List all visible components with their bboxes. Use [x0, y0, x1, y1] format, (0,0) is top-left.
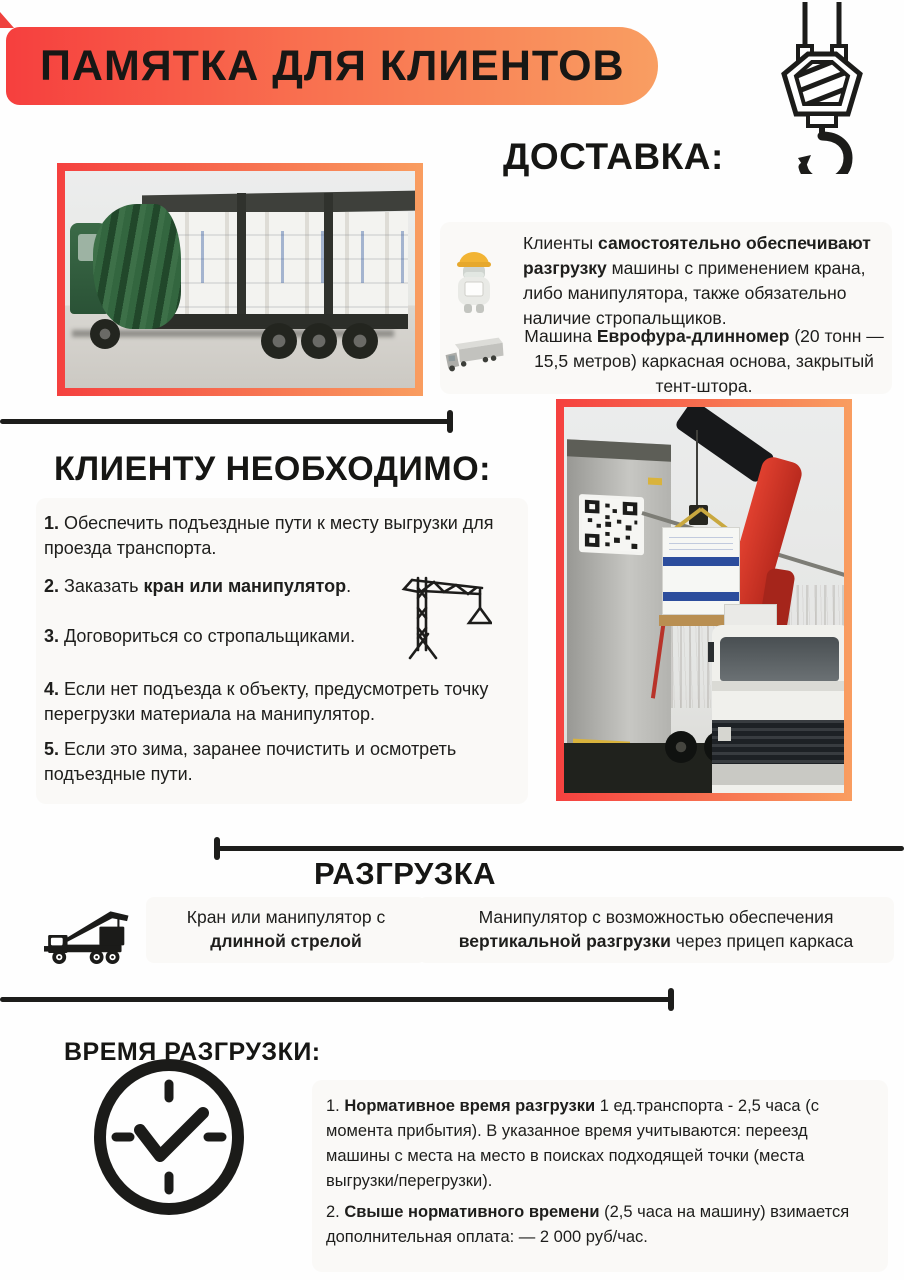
need-item-1: 1. Обеспечить подъездные пути к месту выгрузки для проезда транспорта.	[44, 513, 494, 559]
trailer-post	[237, 193, 246, 317]
need-item-3: 3. Договориться со стропальщиками.	[44, 626, 356, 646]
cargo-boxes	[149, 212, 408, 316]
header-banner	[6, 27, 658, 105]
time-paragraph-1: 1. Нормативное время разгрузки 1 ед.транспорта - 2,5 часа (с момента прибытия). В указанное время учитываются: переезд машины с места на место в поисках подходящей точки (места выгрузки/перегрузки).	[326, 1097, 819, 1191]
green-tarp	[93, 204, 181, 330]
package-stripe	[663, 592, 739, 601]
trailer-wheel	[301, 323, 337, 359]
time-heading: ВРЕМЯ РАЗГРУЗКИ:	[64, 1038, 321, 1066]
unloading-right-text: Манипулятор с возможностью обеспечения вертикальной разгрузки через прицеп каркаса	[458, 907, 854, 951]
tower-crane-icon	[392, 558, 492, 663]
client-needs-heading: КЛИЕНТУ НЕОБХОДИМО:	[54, 450, 491, 488]
cab-windshield	[720, 637, 838, 681]
unloading-left-text: Кран или манипулятор с длинной стрелой	[186, 907, 386, 951]
crane-photo	[556, 399, 852, 801]
trailer-wheel	[342, 323, 378, 359]
divider-cap	[668, 988, 674, 1011]
euro-truck-icon	[441, 332, 507, 376]
truck-photo	[57, 163, 423, 396]
unloading-heading: РАЗГРУЗКА	[313, 856, 497, 891]
package-label	[669, 532, 733, 551]
clock-icon	[88, 1056, 250, 1218]
crane-hook-icon	[772, 2, 872, 174]
divider-cap	[214, 837, 220, 860]
hanging-package	[662, 527, 740, 616]
crane-cable	[696, 430, 698, 511]
package-stripe	[663, 557, 739, 566]
qr-code	[579, 494, 643, 555]
time-paragraph-2: 2. Свыше нормативного времени (2,5 часа на машину) взимается дополнительная оплата: — 2 000 руб/час.	[326, 1203, 850, 1247]
trailer-post	[324, 193, 333, 317]
cargo-labels	[149, 231, 408, 283]
divider-cap	[447, 410, 453, 433]
crane-photo-scene	[564, 407, 844, 793]
cab-mirror	[708, 642, 713, 662]
delivery-paragraph-1: Клиенты самостоятельно обеспечивают разгрузку машины с применением крана, либо манипулятора, также обязательно наличие стропальщиков.	[523, 233, 871, 328]
need-item-4: 4. Если нет подъезда к объекту, предусмотреть точку перегрузки материала на манипулятор.	[44, 679, 489, 725]
worker-icon	[452, 243, 496, 315]
page-title: ПАМЯТКА ДЛЯ КЛИЕНТОВ	[40, 41, 625, 90]
cab-grill	[712, 720, 844, 764]
white-truck-cab	[712, 625, 844, 793]
deck-wheel	[665, 731, 697, 763]
divider-line	[0, 997, 673, 1002]
delivery-heading: ДОСТАВКА:	[503, 136, 724, 177]
need-item-5: 5. Если это зима, заранее почистить и осмотреть подъездные пути.	[44, 739, 457, 785]
trailer-wheel	[261, 323, 297, 359]
cab-headlight	[718, 727, 731, 741]
cab-bumper	[712, 764, 844, 784]
yellow-tag	[648, 477, 663, 485]
truck-photo-scene	[65, 171, 415, 388]
divider-line	[218, 846, 904, 851]
gray-trailer	[567, 439, 671, 784]
need-item-2: 2. Заказать кран или манипулятор.	[44, 576, 352, 596]
delivery-paragraph-2: Машина Еврофура-длинномер (20 тонн — 15,5 метров) каркасная основа, закрытый тент-штора.	[524, 326, 884, 396]
banner-corner-decor	[0, 12, 14, 28]
crane-truck-icon	[44, 901, 134, 971]
divider-line	[0, 419, 452, 424]
cab-band	[712, 681, 844, 691]
